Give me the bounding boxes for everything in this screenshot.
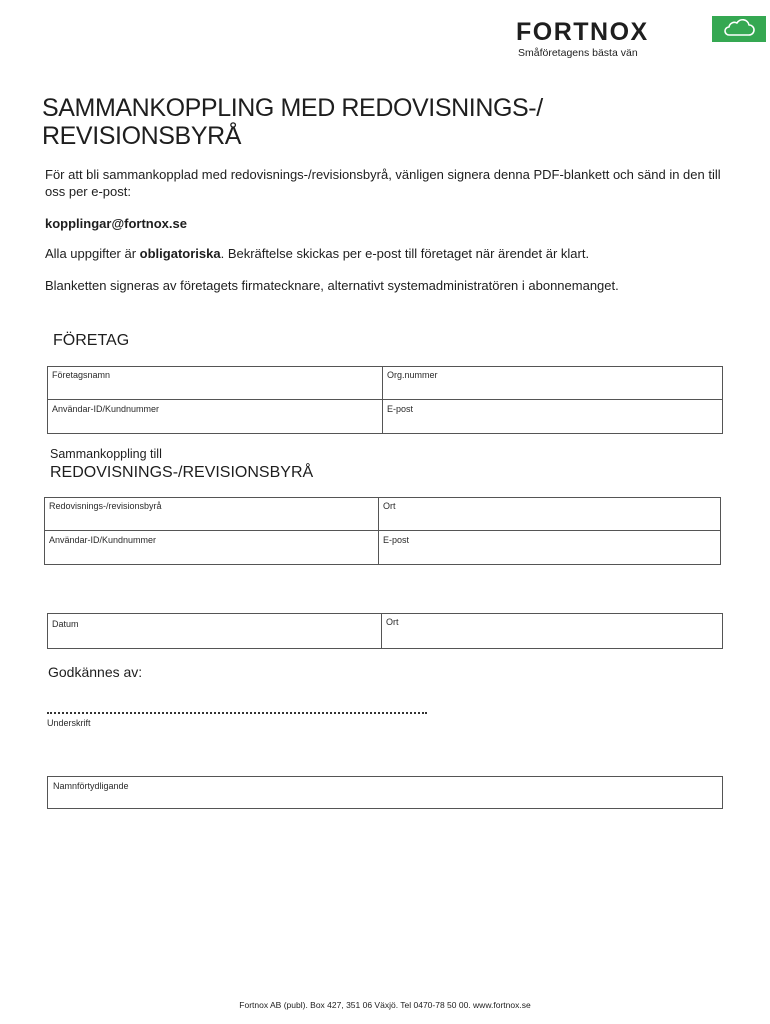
page-title-line1: SAMMANKOPPLING MED REDOVISNINGS-/: [42, 94, 543, 122]
company-email-field[interactable]: [383, 400, 723, 434]
mandatory-note: [45, 245, 735, 262]
bureau-city-field[interactable]: [379, 497, 721, 530]
company-name-field[interactable]: [47, 366, 382, 399]
bureau-name-label: Redovisnings-/revisionsbyrå: [49, 501, 162, 511]
page-title: [42, 94, 543, 150]
bureau-email-field[interactable]: [379, 531, 721, 565]
signing-note: Blanketten signeras av företagets firmatecknare, alternativt systemadministratören i abonnemanget.: [45, 278, 619, 293]
mandatory-note-start: Alla uppgifter är: [45, 246, 140, 261]
name-clarification-label: Namnförtydligande: [53, 781, 129, 791]
logo-badge: [712, 16, 766, 42]
contact-email: kopplingar@fortnox.se: [45, 216, 187, 231]
name-clarification-field[interactable]: [47, 776, 723, 809]
intro-paragraph: För att bli sammankopplad med redovisnings-/revisionsbyrå, vänligen signera denna PDF-blankett och sänd in den till oss per e-post:: [45, 167, 721, 199]
mandatory-note-end: . Bekräftelse skickas per e-post till företaget när ärendet är klart.: [220, 246, 590, 261]
company-user-id-field[interactable]: [47, 400, 382, 434]
bureau-user-id-label: Användar-ID/Kundnummer: [49, 535, 157, 545]
company-email-label: E-post: [387, 404, 414, 414]
mandatory-note-bold: obligatoriska: [139, 246, 221, 261]
date-field[interactable]: [47, 613, 381, 649]
page-footer: Fortnox AB (publ). Box 427, 351 06 Växjö. Tel 0470-78 50 00. www.fortnox.se: [239, 1000, 531, 1010]
org-number-label: Org.nummer: [387, 370, 438, 380]
sign-city-label: Ort: [386, 617, 399, 627]
logo-tagline: Småföretagens bästa vän: [518, 47, 638, 59]
org-number-field[interactable]: [383, 366, 723, 399]
company-name-label: Företagsnamn: [52, 370, 111, 380]
fortnox-logo: FORTNOX: [516, 18, 649, 46]
company-user-id-label: Användar-ID/Kundnummer: [52, 404, 160, 414]
cloud-icon: [712, 16, 766, 42]
bureau-section-subheading: Sammankoppling till: [50, 447, 162, 461]
sign-city-field[interactable]: [382, 613, 723, 649]
bureau-city-label: Ort: [383, 501, 396, 511]
company-section-heading: FÖRETAG: [53, 332, 130, 349]
date-label: Datum: [52, 619, 79, 629]
signature-label: Underskrift: [47, 718, 91, 728]
bureau-email-label: E-post: [383, 535, 410, 545]
approval-heading: Godkännes av:: [48, 664, 143, 680]
bureau-name-field[interactable]: [44, 497, 378, 530]
bureau-section-heading: REDOVISNINGS-/REVISIONSBYRÅ: [50, 464, 314, 481]
bureau-user-id-field[interactable]: [44, 531, 378, 565]
page-title-line2: REVISIONSBYRÅ: [42, 122, 242, 150]
signature-line[interactable]: [47, 702, 427, 714]
